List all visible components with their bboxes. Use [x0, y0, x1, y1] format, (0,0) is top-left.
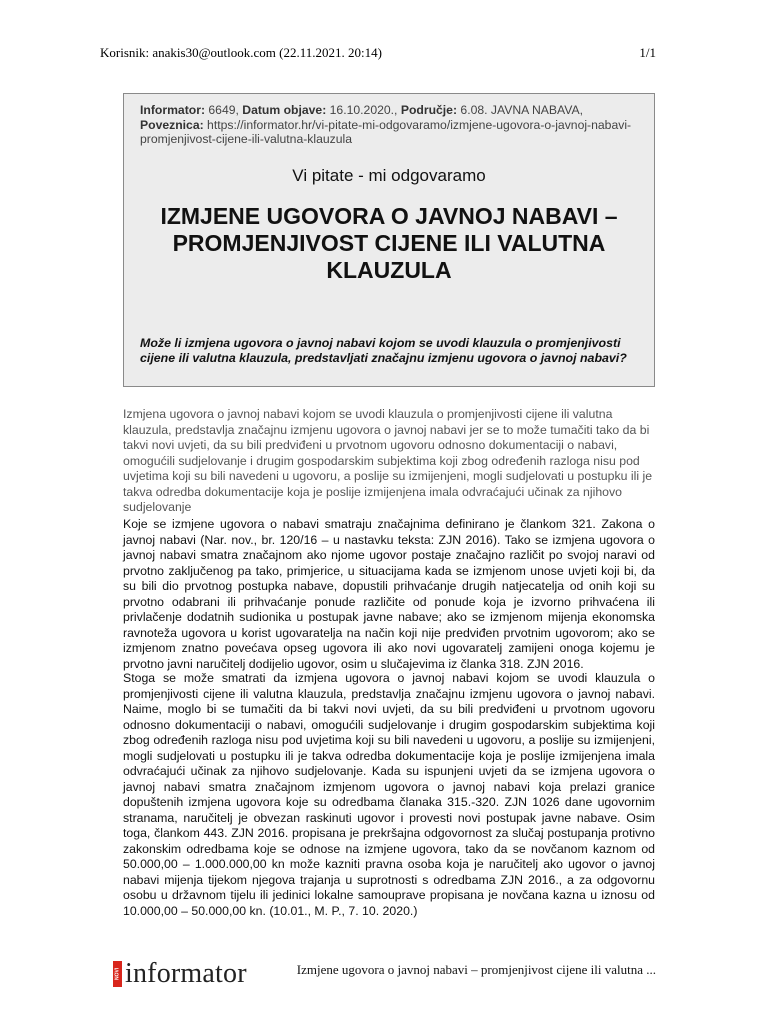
podrucje-label: Područje: — [400, 103, 458, 117]
page-number: 1/1 — [639, 45, 656, 60]
article-subtitle: Vi pitate - mi odgovaramo — [292, 165, 486, 185]
body-paragraph-2: Stoga se može smatrati da izmjena ugovora o javnoj nabavi kojom se uvodi klauzula o promjenjivosti cijene ili valutna klauzula, predstavlja značajnu izmjenu ugovora o javnoj nabavi. Naime, moglo bi se tumačiti da bi takvi novi uvjeti, da su bili predviđeni u prvotnom ugovoru odnosno dokumentaciji o nabavi, omogućili sudjelovanje i drugim gospodarskim subjektima koji zbog određenih razloga nisu pod uvjetima koji su bili navedeni u ugovoru, a poslije su izmijenjeni, mogli sudjelovati u postupku ili je takva odredba dokumentacije koja je poslije izmijenjena imala odvraćajući učinak za njihovo sudjelovanje. Kada su ispunjeni uvjeti da se izmjena ugovora o javnoj nabavi smatra značajnom izmjenom ugovora o javnoj nabavi koja prelazi granice dopuštenih izmjena ugovora koje su odredbama članaka 315.-320. ZJN 1026 dane ugovornim stranama, naručitelj je obvezan raskinuti ugovor i provesti novi postupak javne nabave. Osim toga, člankom 443. ZJN 2016. propisana je prekršajna odgovornost za slučaj postupanja protivno zakonskim odredbama koje se odnose na izmjene ugovora, tako da se novčanom kaznom od 50.000,00 – 1.000.000,00 kn može kazniti pravna osoba koja je naručitelj ako ugovor o javnoj nabavi mijenja tijekom njegova trajanja u suprotnosti s odredbama ZJN 2016., a za odgovornu osobu u državnom tijelu ili jedinici lokalne samouprave propisana je novčana kazna u iznosu od 10.000,00 – 50.000,00 kn. (10.01., M. P., 7. 10. 2020.) — [123, 671, 655, 918]
footer-doc-title: Izmjene ugovora o javnoj nabavi – promjenjivost cijene ili valutna ... — [296, 962, 656, 977]
podrucje-value: 6.08. JAVNA NABAVA, — [457, 103, 584, 117]
article-summary-box — [123, 93, 655, 387]
body-paragraph-1: Koje se izmjene ugovora o nabavi smatraju značajnima definirano je člankom 321. Zakona o javnoj nabavi (Nar. nov., br. 120/16 – u nastavku teksta: ZJN 2016). Tako se izmjena ugovora o javnoj nabavi smatra značajnom ako njome ugovor postaje značajno različit po svojoj naravi od prvotno zaključenog pa tako, primjerice, u situacijama kada se izmjenom unose uvjeti koji bi, da su bili dio prvotnog postupka nabave, dopustili prihvaćanje drugih natjecatelja od onih koji su prvotno odabrani ili prihvaćanje ponude različite od ponude koja je izvorno prihvaćena ili privlačenje dodatnih sudionika u postupak javne nabave; ako se izmjenom mijenja ekonomska ravnoteža ugovora u korist ugovaratelja na način koji nije predviđen prvotnim ugovorom; ako se izmjenom znatno povećava opseg ugovora ili ako novi ugovaratelj zamijeni onoga kojemu je prvotno javni naručitelj dodijelio ugovor, osim u slučajevima iz članka 318. ZJN 2016. — [123, 517, 655, 671]
poveznica-label: Poveznica: — [140, 117, 204, 132]
poveznica-link[interactable]: https://informator.hr/vi-pitate-mi-odgovaramo/izmjene-ugovora-o-javnoj-nabavi-promjenjivost-cijene-ili-valutna-klauzula — [140, 117, 632, 146]
user-info: Korisnik: anakis30@outlook.com (22.11.2021. 20:14) — [100, 45, 382, 60]
article-meta — [140, 103, 638, 147]
informator-label: Informator: — [140, 103, 205, 117]
page-header — [100, 45, 656, 61]
informator-value: 6649, — [205, 103, 243, 117]
datum-label: Datum objave: — [242, 103, 327, 117]
article-question: Može li izmjena ugovora o javnoj nabavi kojom se uvodi klauzula o promjenjivosti cijene ili valutna klauzula, predstavljati značajnu izmjenu ugovora o javnoj nabavi? — [140, 335, 627, 365]
lead-paragraph: Izmjena ugovora o javnoj nabavi kojom se uvodi klauzula o promjenjivosti cijene ili valutna klauzula, predstavlja značajnu izmjenu ugovora o javnoj nabavi jer se to može tumačiti tako da bi takvi novi uvjeti, da su bili predviđeni u prvotnom ugovoru odnosno dokumentaciji o nabavi, omogućili sudjelovanje i drugim gospodarskim subjektima koji zbog određenih razloga nisu pod uvjetima koji su bili navedeni u ugovoru, a poslije su izmijenjeni, mogli sudjelovati u postupku ili je takva odredba dokumentacije koja je poslije izmijenjena imala odvraćajući učinak za njihovo sudjelovanje — [123, 407, 653, 514]
logo-tag: NOVI — [113, 961, 122, 987]
article-title: IZMJENE UGOVORA O JAVNOJ NABAVI – PROMJENJIVOST CIJENE ILI VALUTNA KLAUZULA — [160, 202, 618, 283]
informator-logo — [113, 958, 247, 990]
logo-text: informator — [125, 958, 247, 989]
datum-value: 16.10.2020., — [326, 103, 401, 117]
